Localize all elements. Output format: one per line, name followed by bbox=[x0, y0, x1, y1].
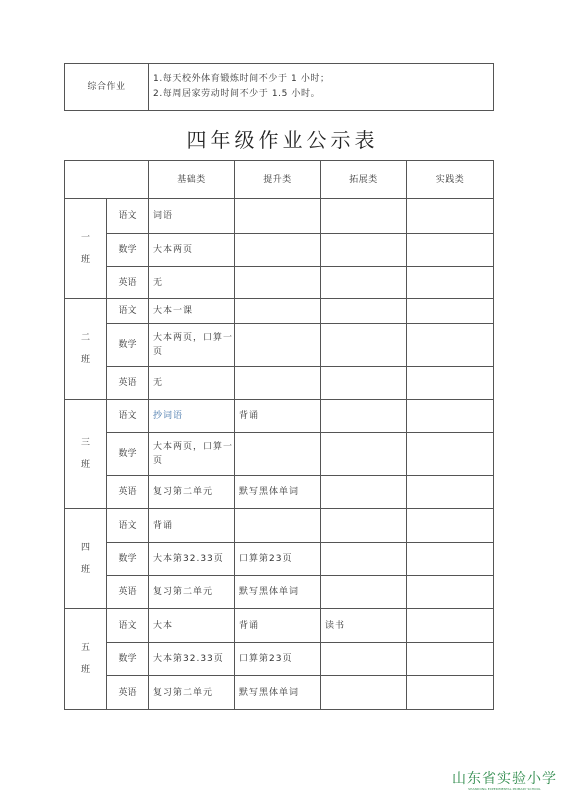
class-name-char: 四 bbox=[80, 542, 90, 553]
table-row bbox=[65, 576, 494, 609]
homework-cell: 读书 bbox=[321, 609, 407, 643]
homework-cell bbox=[321, 643, 407, 676]
homework-cell: 默写黑体单词 bbox=[235, 676, 321, 710]
homework-cell bbox=[321, 234, 407, 267]
table-row bbox=[65, 543, 494, 576]
homework-cell bbox=[407, 199, 494, 234]
subject-cell-english: 英语 bbox=[107, 267, 149, 299]
homework-cell bbox=[235, 234, 321, 267]
homework-line-1: 1.每天校外体育锻炼时间不少于 1 小时； bbox=[153, 74, 330, 84]
homework-cell: 背诵 bbox=[149, 509, 235, 543]
homework-cell bbox=[321, 267, 407, 299]
homework-cell bbox=[321, 676, 407, 710]
comprehensive-homework-content bbox=[149, 64, 494, 111]
homework-cell bbox=[321, 476, 407, 509]
class-name-char: 班 bbox=[80, 254, 90, 265]
homework-cell bbox=[407, 543, 494, 576]
homework-cell: 复习第二单元 bbox=[149, 576, 235, 609]
subject-cell-chinese: 语文 bbox=[107, 609, 149, 643]
homework-cell: 复习第二单元 bbox=[149, 676, 235, 710]
subject-cell-math: 数学 bbox=[107, 433, 149, 476]
homework-cell bbox=[407, 267, 494, 299]
homework-cell: 词语 bbox=[149, 199, 235, 234]
homework-cell: 口算第23页 bbox=[235, 543, 321, 576]
subject-cell-english: 英语 bbox=[107, 576, 149, 609]
homework-cell: 无 bbox=[149, 367, 235, 400]
table-row bbox=[65, 609, 494, 643]
class-name-cell bbox=[65, 299, 107, 400]
homework-cell: 背诵 bbox=[235, 609, 321, 643]
table-row bbox=[65, 509, 494, 543]
subject-cell-math: 数学 bbox=[107, 543, 149, 576]
homework-table-body bbox=[65, 161, 494, 710]
homework-cell: 抄词语 bbox=[149, 400, 235, 433]
homework-cell: 大本一课 bbox=[149, 299, 235, 324]
class-name-char: 班 bbox=[80, 564, 90, 575]
table-row bbox=[65, 676, 494, 710]
table-row bbox=[65, 234, 494, 267]
table-header-row bbox=[65, 161, 494, 199]
homework-cell bbox=[407, 609, 494, 643]
homework-cell: 无 bbox=[149, 267, 235, 299]
subject-cell-chinese: 语文 bbox=[107, 509, 149, 543]
homework-cell: 默写黑体单词 bbox=[235, 476, 321, 509]
school-logo bbox=[452, 771, 557, 792]
table-row bbox=[65, 299, 494, 324]
table-row bbox=[65, 476, 494, 509]
homework-cell bbox=[321, 400, 407, 433]
homework-cell bbox=[321, 543, 407, 576]
homework-cell bbox=[235, 367, 321, 400]
homework-cell bbox=[321, 199, 407, 234]
header-extended: 拓展类 bbox=[321, 161, 407, 199]
homework-cell: 大本两页，口算一页 bbox=[149, 324, 235, 367]
subject-cell-chinese: 语文 bbox=[107, 400, 149, 433]
homework-cell: 大本 bbox=[149, 609, 235, 643]
subject-cell-english: 英语 bbox=[107, 367, 149, 400]
school-name-cn: 山东省实验小学 bbox=[452, 771, 557, 787]
header-advanced: 提升类 bbox=[235, 161, 321, 199]
subject-cell-chinese: 语文 bbox=[107, 199, 149, 234]
class-name-cell bbox=[65, 199, 107, 299]
table-row bbox=[65, 433, 494, 476]
homework-cell bbox=[321, 299, 407, 324]
table-row bbox=[65, 643, 494, 676]
homework-table bbox=[64, 160, 494, 710]
homework-cell bbox=[407, 509, 494, 543]
homework-cell: 大本第32.33页 bbox=[149, 543, 235, 576]
class-name-char: 班 bbox=[80, 665, 90, 675]
homework-cell bbox=[321, 324, 407, 367]
homework-cell: 大本第32.33页 bbox=[149, 643, 235, 676]
homework-cell: 大本两页 bbox=[149, 234, 235, 267]
subject-cell-math: 数学 bbox=[107, 643, 149, 676]
header-corner-cell bbox=[65, 161, 149, 199]
homework-line-2: 2.每周居家劳动时间不少于 1.5 小时。 bbox=[153, 89, 321, 99]
homework-cell bbox=[321, 433, 407, 476]
table-row bbox=[65, 400, 494, 433]
page-title: 四年级作业公示表 bbox=[186, 128, 379, 152]
homework-cell bbox=[407, 299, 494, 324]
subject-cell-english: 英语 bbox=[107, 476, 149, 509]
class-name-char: 一 bbox=[80, 232, 90, 243]
homework-cell bbox=[235, 509, 321, 543]
class-name-cell bbox=[65, 400, 107, 509]
homework-cell bbox=[235, 324, 321, 367]
class-name-char: 五 bbox=[80, 643, 90, 653]
class-name-char: 二 bbox=[80, 333, 90, 343]
table-row bbox=[65, 199, 494, 234]
subject-cell-english: 英语 bbox=[107, 676, 149, 710]
homework-cell: 复习第二单元 bbox=[149, 476, 235, 509]
homework-cell bbox=[235, 433, 321, 476]
homework-cell bbox=[407, 643, 494, 676]
homework-cell: 大本两页，口算一页 bbox=[149, 433, 235, 476]
class-name-char: 班 bbox=[80, 355, 90, 365]
class-name-cell bbox=[65, 609, 107, 710]
homework-cell: 默写黑体单词 bbox=[235, 576, 321, 609]
homework-cell bbox=[407, 476, 494, 509]
table-row bbox=[65, 267, 494, 299]
school-name-en: SHANDONG EXPERIMENTAL PRIMARY SCHOOL bbox=[468, 787, 541, 791]
homework-cell bbox=[407, 234, 494, 267]
subject-cell-math: 数学 bbox=[107, 234, 149, 267]
class-name-char: 三 bbox=[80, 438, 90, 448]
class-name-cell bbox=[65, 509, 107, 609]
table-row bbox=[65, 367, 494, 400]
subject-cell-math: 数学 bbox=[107, 324, 149, 367]
homework-cell bbox=[407, 676, 494, 710]
comprehensive-homework-label: 综合作业 bbox=[65, 64, 149, 111]
homework-cell bbox=[321, 367, 407, 400]
homework-cell bbox=[407, 324, 494, 367]
comprehensive-homework-row bbox=[65, 64, 494, 111]
homework-cell bbox=[235, 199, 321, 234]
homework-cell bbox=[235, 299, 321, 324]
homework-cell bbox=[407, 367, 494, 400]
header-basic: 基础类 bbox=[149, 161, 235, 199]
homework-cell bbox=[407, 400, 494, 433]
homework-cell bbox=[407, 433, 494, 476]
homework-cell bbox=[321, 576, 407, 609]
homework-cell bbox=[321, 509, 407, 543]
header-practice: 实践类 bbox=[407, 161, 494, 199]
table-row bbox=[65, 324, 494, 367]
homework-cell: 背诵 bbox=[235, 400, 321, 433]
comprehensive-homework-table bbox=[64, 63, 494, 111]
homework-cell bbox=[235, 267, 321, 299]
class-name-char: 班 bbox=[80, 460, 90, 470]
subject-cell-chinese: 语文 bbox=[107, 299, 149, 324]
homework-cell bbox=[407, 576, 494, 609]
homework-cell: 口算第23页 bbox=[235, 643, 321, 676]
